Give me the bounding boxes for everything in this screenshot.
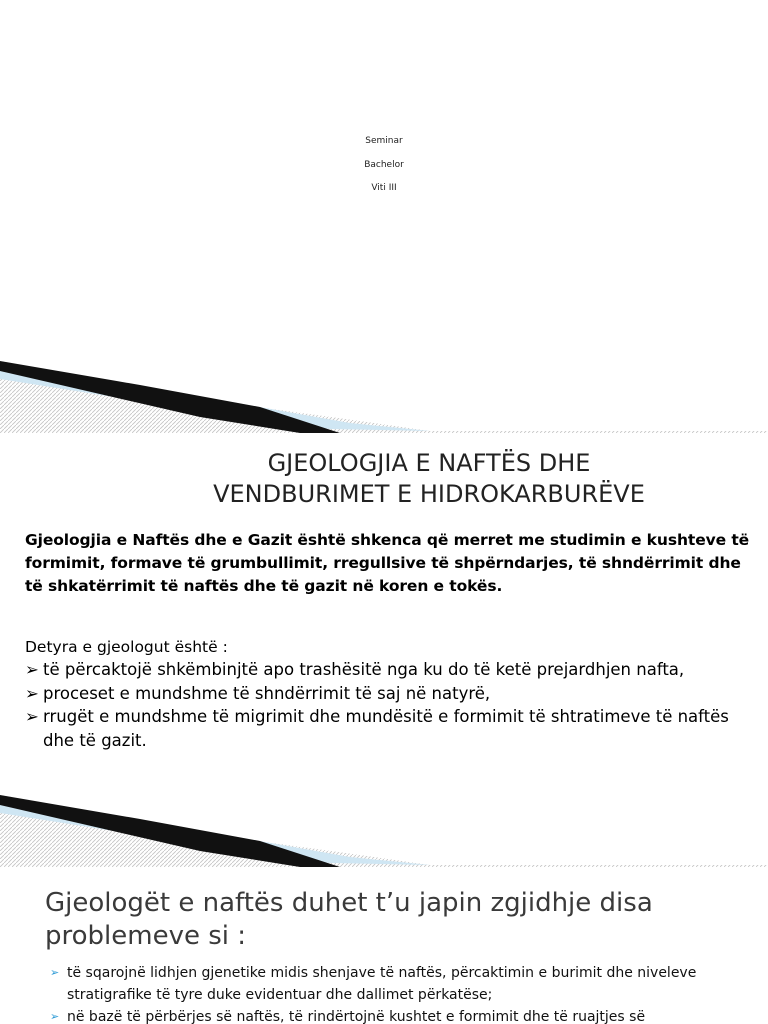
slide-2-title	[0, 448, 768, 510]
list-item-text: proceset e mundshme të shndërrimit të saj në natyrë,	[43, 683, 491, 703]
slide-3-title: Gjeologët e naftës duhet t’u japin zgjidhje disa problemeve si :	[45, 888, 653, 951]
task-heading	[25, 636, 228, 658]
list-item	[25, 658, 760, 682]
slide-3	[0, 867, 768, 1024]
task-label: Detyra e gjeologut është	[25, 638, 218, 656]
subtitle-line-year: Viti III	[371, 183, 397, 193]
list-item-text: rrugët e mundshme të migrimit dhe mundësitë e formimit të shtratimeve të naftës dhe të gazit.	[43, 707, 729, 750]
list-item-text: në bazë të përbërjes së naftës, të rindërtojnë kushtet e formimit dhe të ruajtjes së	[67, 1009, 646, 1024]
subtitle-line-seminar: Seminar	[365, 136, 403, 146]
list-item-text: të sqarojnë lidhjen gjenetike midis shenjave të naftës, përcaktimin e burimit dhe niveleve stratigrafike të tyre duke evidentuar dhe dallimet përkatëse;	[67, 965, 697, 1003]
list-item	[25, 682, 760, 706]
slide-1	[0, 0, 768, 433]
task-colon: :	[217, 638, 228, 656]
arrow-bullet-icon: ➢	[50, 966, 60, 979]
subtitle-line-bachelor: Bachelor	[364, 159, 404, 170]
arrow-bullet-icon: ➢	[25, 660, 39, 679]
arrow-bullet-icon: ➢	[50, 1010, 60, 1023]
slide-2	[0, 433, 768, 867]
list-item	[25, 705, 760, 752]
list-item-text: të përcaktojë shkëmbinjtë apo trashësitë nga ku do të ketë prejardhjen nafta,	[43, 660, 685, 679]
decorative-swoosh	[0, 795, 768, 867]
intro-paragraph: Gjeologjia e Naftës dhe e Gazit është shkenca që merret me studimin e kushteve të formimit, formave të grumbullimit, rregullsive të shpërndarjes, të shndërrimit dhe të shkatërrimit të naftës dhe të gazit në koren e tokës.	[25, 531, 750, 595]
list-item	[48, 1006, 748, 1024]
title-line-2: VENDBURIMET E HIDROKARBURËVE	[213, 480, 645, 508]
arrow-bullet-icon: ➢	[25, 707, 39, 726]
title-line-1: GJEOLOGJIA E NAFTËS DHE	[267, 449, 591, 477]
list-item	[48, 962, 748, 1006]
task-list	[25, 658, 760, 752]
subtitle-block	[0, 130, 768, 201]
decorative-swoosh	[0, 361, 768, 433]
problem-list	[48, 962, 748, 1024]
arrow-bullet-icon: ➢	[25, 683, 39, 703]
